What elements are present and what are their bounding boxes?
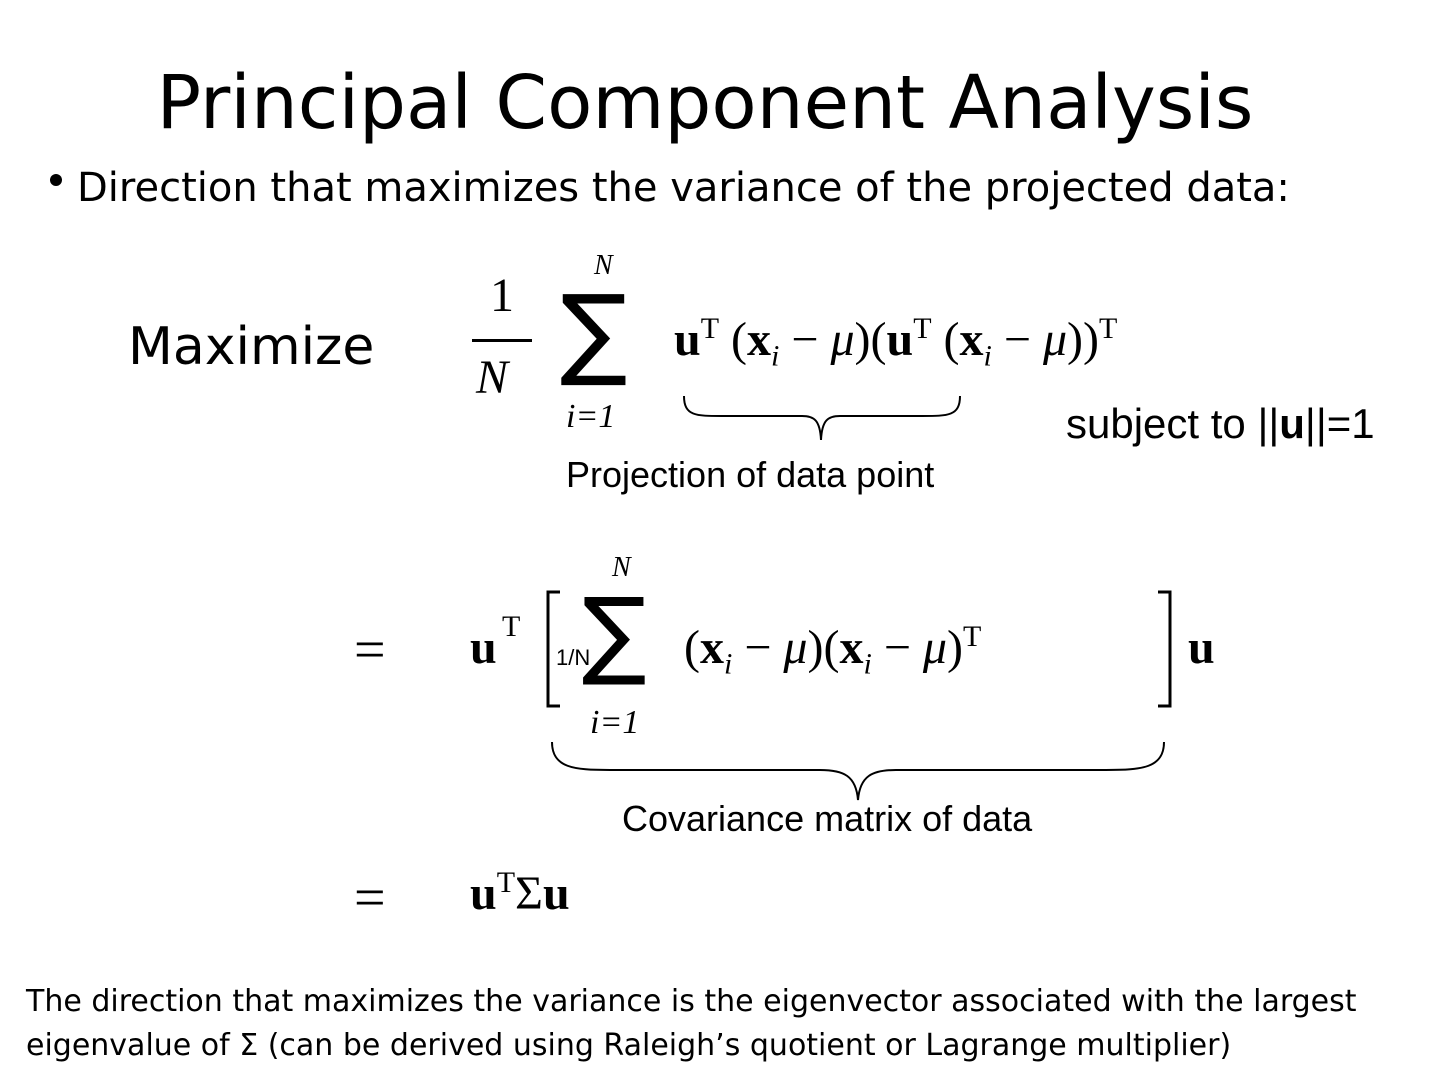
fraction-bar [472, 339, 532, 342]
transpose: T [502, 610, 521, 643]
transpose: T [962, 620, 982, 653]
rparen: ) [854, 313, 871, 366]
x-vector: x [699, 621, 724, 674]
covariance-annotation: Covariance matrix of data [622, 798, 1033, 839]
sum-upper-limit: N [594, 250, 613, 281]
u-vector: u [542, 867, 570, 920]
u-vector: u [886, 313, 914, 366]
quadratic-form [470, 866, 570, 921]
projection-brace [682, 394, 962, 444]
mu-symbol: μ [830, 313, 855, 366]
u-vector: u [470, 621, 497, 674]
equals-sign: = [354, 867, 386, 929]
maximize-label: Maximize [128, 317, 375, 377]
covariance-brace [550, 740, 1166, 802]
x-vector: x [839, 621, 864, 674]
rparen: ) [1067, 313, 1084, 366]
lparen: ( [870, 313, 887, 366]
x-vector: x [959, 313, 984, 366]
u-vector: u [470, 867, 497, 920]
objective-expression [674, 312, 1117, 374]
rparen: ) [1083, 313, 1099, 366]
lparen: ( [823, 621, 840, 674]
constraint-prefix: subject to || [1066, 400, 1280, 447]
sum-upper-limit: N [612, 552, 631, 583]
minus-sign: − [1003, 313, 1031, 366]
index-i: i [723, 647, 733, 681]
sum-lower-limit: i=1 [566, 398, 616, 435]
rparen: ) [807, 621, 824, 674]
transpose: T [913, 312, 932, 345]
transpose: T [496, 866, 516, 899]
bullet-text: Direction that maximizes the variance of the projected data: [77, 165, 1290, 211]
equals-sign: = [354, 619, 386, 681]
minus-sign: − [791, 313, 819, 366]
x-vector: x [747, 313, 772, 366]
fraction-denominator: N [476, 351, 509, 404]
index-i: i [983, 339, 992, 373]
lparen: ( [684, 621, 700, 674]
transpose: T [700, 312, 720, 345]
transpose: T [1099, 312, 1118, 345]
conclusion-text: The direction that maximizes the variance is the eigenvector associated with the largest eigenvalue of Σ (can be derived using Raleigh’s quotient or Lagrange multiplier) [26, 984, 1357, 1063]
summation-symbol: ∑ [560, 273, 628, 390]
bullet-dot [50, 174, 62, 186]
constraint-vector: u [1279, 400, 1305, 447]
mu-symbol: μ [922, 621, 947, 674]
sum-lower-limit: i=1 [590, 704, 640, 741]
index-i: i [863, 647, 872, 681]
summation-symbol: ∑ [582, 577, 647, 689]
lparen: ( [943, 313, 960, 366]
constraint-suffix: ||=1 [1304, 400, 1375, 447]
covariance-expression [684, 620, 981, 682]
minus-sign: − [883, 621, 911, 674]
rparen: ) [946, 621, 963, 674]
minus-sign: − [744, 621, 772, 674]
one-over-n: 1/N [556, 645, 591, 670]
u-vector: u [1188, 621, 1215, 674]
lparen: ( [731, 313, 748, 366]
constraint-text [1066, 400, 1375, 448]
covariance-symbol: Σ [515, 867, 543, 920]
fraction-numerator: 1 [490, 269, 514, 322]
mu-symbol: μ [1042, 313, 1068, 366]
right-bracket [1154, 590, 1174, 710]
projection-annotation: Projection of data point [566, 454, 935, 495]
slide-title: Principal Component Analysis [156, 60, 1254, 146]
u-vector: u [674, 313, 701, 366]
index-i: i [771, 339, 780, 373]
mu-symbol: μ [783, 621, 808, 674]
